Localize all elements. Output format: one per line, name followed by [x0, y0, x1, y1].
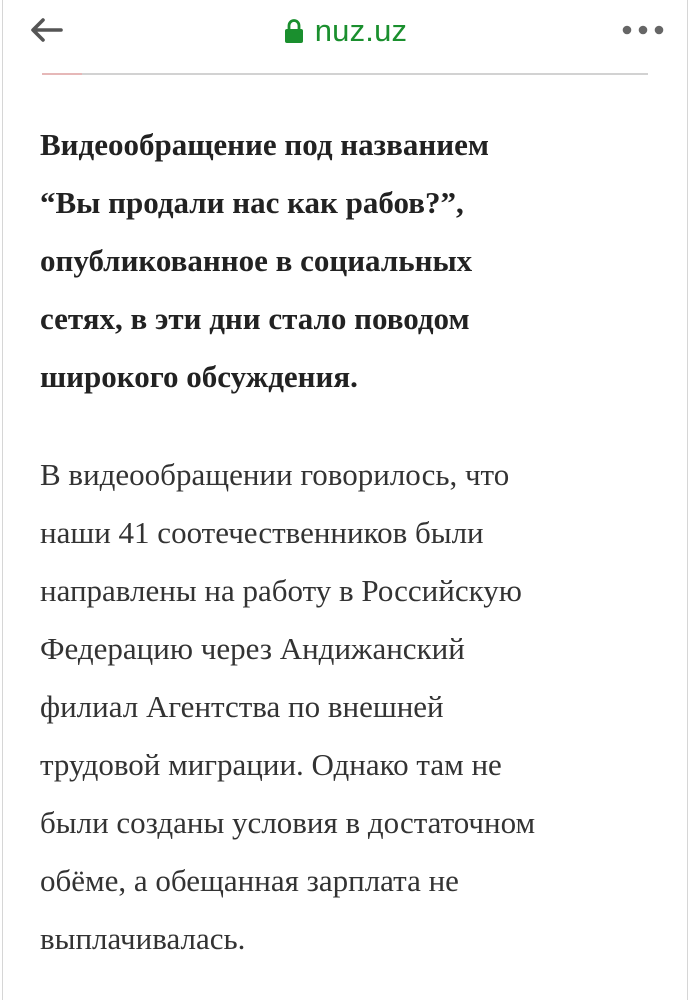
header-divider-accent	[42, 73, 82, 75]
lock-icon	[283, 18, 305, 44]
page-edge-right	[687, 0, 688, 1000]
more-button[interactable]	[618, 14, 668, 50]
more-dots-icon	[621, 23, 665, 41]
header-divider	[42, 73, 648, 75]
page-edge-left	[2, 0, 3, 1000]
address-bar[interactable]	[0, 12, 690, 50]
url-text: nuz.uz	[314, 13, 408, 48]
article-body: В видеообращении говорилось, что наши 41 соотечественников были направлены на работу в Российскую Федерацию через Андижанский филиал Агентства по внешней трудовой миграции. Однако там не были созданы условия в достаточном обёме, а обещанная зарплата не выплачивалась.	[40, 457, 536, 956]
browser-toolbar	[0, 0, 690, 72]
article-lead: Видеообращение под названием “Вы продали нас как рабов?”, опубликованное в социальных сетях, в эти дни стало поводом широкого обсуждения.	[40, 127, 489, 394]
